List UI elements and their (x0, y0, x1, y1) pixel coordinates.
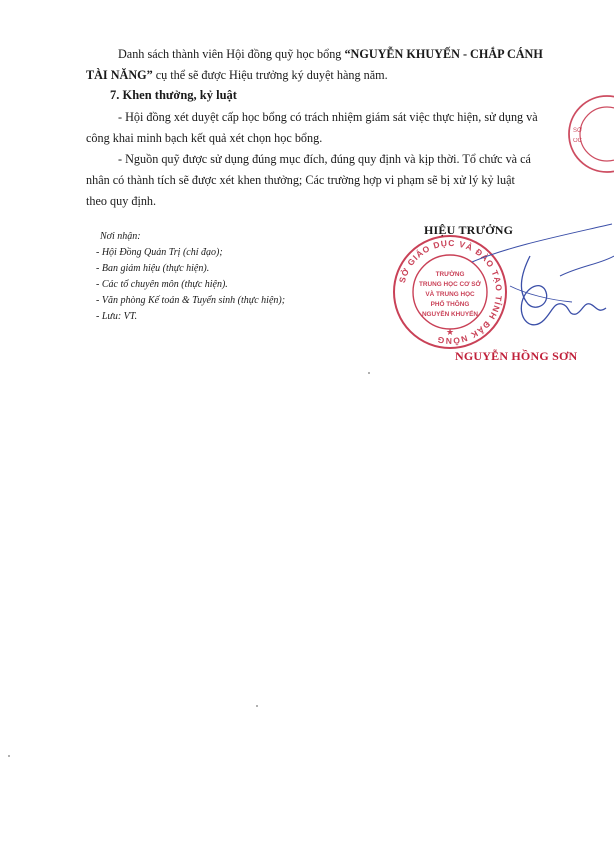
recipient-item: - Lưu: VT. (96, 311, 138, 322)
seal-inner-line: TRUNG HỌC CƠ SỞ (418, 281, 482, 288)
fund-line2: nhân có thành tích sẽ được xét khen thưởng; Các trường hợp vi phạm sẽ bị xử lý kỷ luật (86, 173, 515, 187)
recipient-item: - Văn phòng Kế toán & Tuyển sinh (thực hiện); (96, 295, 286, 306)
seal-inner-line: VÀ TRUNG HỌC (425, 291, 475, 298)
principal-name: NGUYỄN HỒNG SƠN (455, 349, 578, 363)
svg-text:★: ★ (445, 327, 455, 337)
section-heading: 7. Khen thưởng, kỷ luật (110, 88, 237, 102)
seal-inner-line: TRƯỜNG (435, 271, 465, 278)
monitoring-line2: công khai minh bạch kết quả xét chọn học bổng. (86, 131, 323, 145)
seal-inner-line: NGUYỄN KHUYẾN (421, 311, 479, 318)
paragraph-fund-usage (86, 149, 576, 212)
principal-signature (470, 216, 614, 346)
paragraph-monitoring (86, 107, 576, 149)
scan-speck (256, 705, 258, 707)
seal-ring-text: SỞ GIÁO DỤC VÀ ĐÀO TẠO TỈNH ĐẮK NÔNG (396, 237, 505, 347)
recipient-item: - Các tổ chuyên môn (thực hiện). (96, 279, 228, 290)
recipient-item: - Ban giám hiệu (thực hiện). (96, 263, 210, 274)
council-list-text: Danh sách thành viên Hội đồng quỹ học bổng (118, 47, 345, 61)
recipients-block (96, 229, 285, 325)
fund-line1: - Nguồn quỹ được sử dụng đúng mục đích, đúng quy định và kịp thời. Tổ chức và cá (118, 152, 531, 166)
recipients-title: Nơi nhận: (100, 231, 141, 242)
scholarship-name-part2: TÀI NĂNG” (86, 68, 153, 82)
recipient-item: - Hội Đồng Quản Trị (chỉ đạo); (96, 247, 223, 258)
principal-title: HIỆU TRƯỞNG (424, 223, 514, 237)
scan-speck (368, 372, 370, 374)
fund-line3: theo quy định. (86, 194, 157, 208)
council-list-text-end: cụ thể sẽ được Hiệu trưởng ký duyệt hàng năm. (152, 68, 388, 82)
svg-text:SỞ: SỞ (573, 128, 583, 134)
scan-speck (8, 755, 10, 757)
scholarship-name-part1: “NGUYỄN KHUYẾN - CHẮP CÁNH (344, 47, 543, 61)
paragraph-council-list (86, 44, 578, 86)
page-edge-seal-fragment (555, 92, 614, 182)
svg-text:OC: OC (573, 138, 582, 144)
seal-inner-line: PHỔ THÔNG (430, 301, 470, 308)
monitoring-line1: - Hội đồng xét duyệt cấp học bổng có trách nhiệm giám sát việc thực hiện, sử dụng và (118, 110, 538, 124)
